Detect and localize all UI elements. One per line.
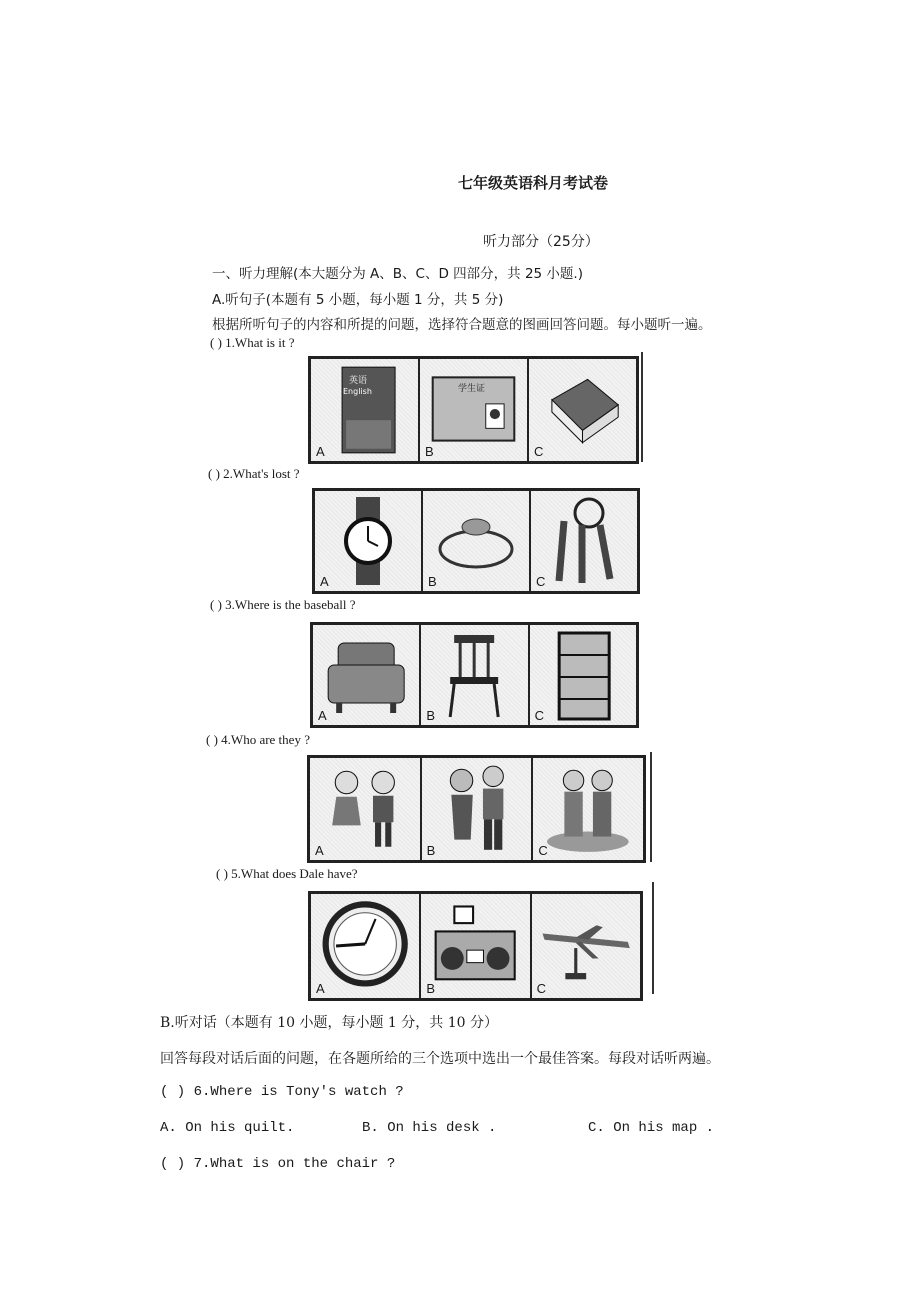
option-c-elderly[interactable] <box>533 758 643 860</box>
answer-paren[interactable]: ( ) <box>210 335 222 350</box>
part1-heading: 一、听力理解(本大题分为 A、B、C、D 四部分，共 25 小题.) <box>212 266 583 282</box>
picture-strip-4 <box>307 755 646 863</box>
question-6 <box>160 1084 404 1100</box>
answer-paren[interactable]: ( ) <box>160 1156 186 1172</box>
option-c-dictionary[interactable] <box>529 359 636 461</box>
option-label: B <box>428 574 437 589</box>
old-couple-icon <box>533 758 643 860</box>
bookcase-icon <box>530 625 636 725</box>
section-title: 听力部分（25分） <box>483 234 599 250</box>
answer-paren[interactable]: ( ) <box>210 597 222 612</box>
option-b-radio[interactable] <box>421 894 531 998</box>
question-text: 4.Who are they ? <box>221 732 310 747</box>
option-a-watch[interactable] <box>315 491 423 591</box>
option-b-chair[interactable] <box>421 625 529 725</box>
option-c-bookcase[interactable] <box>530 625 636 725</box>
question-1 <box>210 335 295 351</box>
book-title-cn: 英语 <box>349 376 368 386</box>
option-label: B <box>425 444 434 459</box>
answer-paren[interactable]: ( ) <box>206 732 218 747</box>
option-label: C <box>536 574 546 589</box>
margin-line <box>652 882 654 994</box>
dictionary-icon <box>529 359 636 461</box>
option-label: C <box>534 708 545 723</box>
option-label: B <box>426 843 436 858</box>
question-3 <box>210 597 355 613</box>
option-label: B <box>426 708 435 723</box>
armchair-icon <box>313 625 419 725</box>
question-7 <box>160 1156 395 1172</box>
book-title-en: English <box>343 387 372 396</box>
option-label: A <box>315 843 324 858</box>
part-a-instruction: 根据所听句子的内容和所提的问题，选择符合题意的图画回答问题。每小题听一遍。 <box>212 317 712 333</box>
option-c-keys[interactable] <box>531 491 637 591</box>
watch-icon <box>315 491 421 591</box>
option-label: C <box>536 981 547 996</box>
option-c-plane[interactable] <box>532 894 640 998</box>
option-b-id-card[interactable] <box>420 359 529 461</box>
question-2 <box>208 466 300 482</box>
question-text: 1.What is it ? <box>225 335 295 350</box>
radio-icon <box>421 894 529 998</box>
answer-paren[interactable]: ( ) <box>216 866 228 881</box>
girl-boy-icon <box>310 758 420 860</box>
clock-icon <box>311 894 419 998</box>
option-label: A <box>318 708 327 723</box>
teenagers-icon <box>422 758 532 860</box>
option-b-teens[interactable] <box>422 758 534 860</box>
question-5 <box>216 866 358 882</box>
answer-paren[interactable]: ( ) <box>208 466 220 481</box>
margin-line <box>650 752 652 862</box>
margin-line <box>641 352 643 462</box>
option-6c: C. On his map . <box>588 1120 715 1136</box>
option-label: A <box>320 574 329 589</box>
question-4 <box>206 732 310 748</box>
picture-strip-3 <box>310 622 639 728</box>
question-text: 2.What's lost ? <box>223 466 300 481</box>
option-a-clock[interactable] <box>311 894 421 998</box>
picture-strip-5 <box>308 891 643 1001</box>
chair-icon <box>421 625 527 725</box>
id-card-icon <box>420 359 527 461</box>
option-6a: A. On his quilt. <box>160 1120 295 1136</box>
part-b-instruction: 回答每段对话后面的问题，在各题所给的三个选项中选出一个最佳答案。每段对话听两遍。 <box>160 1051 720 1067</box>
option-b-ring[interactable] <box>423 491 531 591</box>
airplane-model-icon <box>532 894 640 998</box>
option-a-book[interactable] <box>311 359 420 461</box>
question-text: 3.Where is the baseball ? <box>225 597 356 612</box>
option-label: A <box>316 981 325 996</box>
page-title: 七年级英语科月考试卷 <box>458 174 609 192</box>
option-label: C <box>534 444 544 459</box>
option-6b: B. On his desk . <box>362 1120 497 1136</box>
option-a-children[interactable] <box>310 758 422 860</box>
option-label: A <box>316 444 325 459</box>
part-b-heading: B.听对话（本题有 10 小题，每小题 1 分，共 10 分） <box>160 1015 498 1031</box>
card-title-cn: 学生证 <box>458 384 486 394</box>
question-text: 7.What is on the chair ? <box>193 1156 396 1172</box>
answer-paren[interactable]: ( ) <box>160 1084 186 1100</box>
question-text: 5.What does Dale have? <box>231 866 358 881</box>
question-text: 6.Where is Tony's watch ? <box>193 1084 404 1100</box>
part-a-heading: A.听句子(本题有 5 小题，每小题 1 分，共 5 分) <box>212 292 504 308</box>
picture-strip-2 <box>312 488 640 594</box>
picture-strip-1 <box>308 356 639 464</box>
option-label: C <box>538 843 548 858</box>
ring-icon <box>423 491 529 591</box>
option-label: B <box>426 981 435 996</box>
keys-icon <box>531 491 637 591</box>
option-a-armchair[interactable] <box>313 625 421 725</box>
